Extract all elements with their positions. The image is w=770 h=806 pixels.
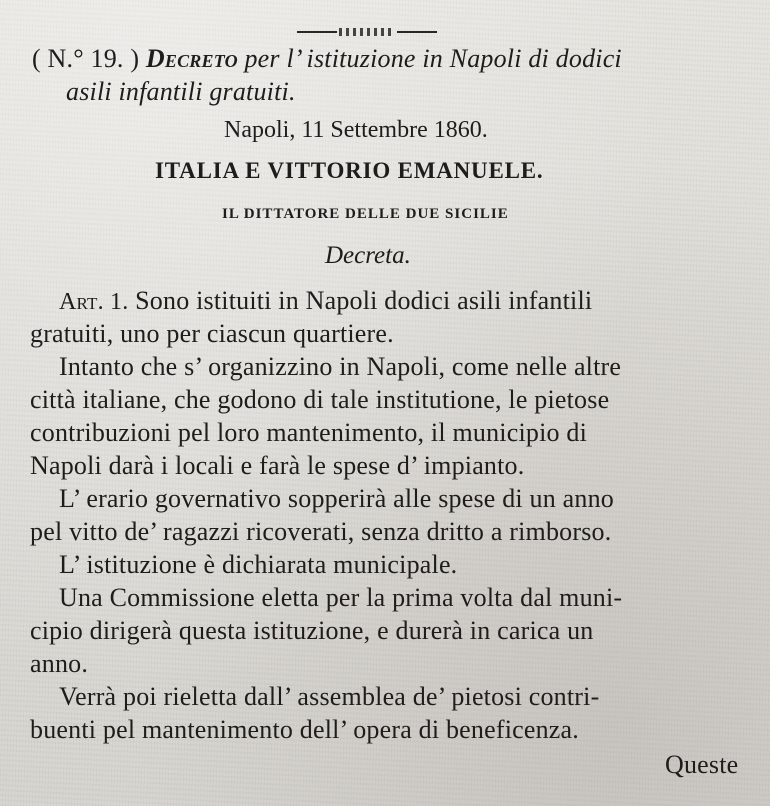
decree-number: ( N.° 19. ) — [32, 44, 140, 73]
body-line: città italiane, che godono di tale institutione, le pietose — [30, 385, 610, 414]
decree-title-line-1 — [32, 44, 622, 74]
body-line: pel vitto de’ ragazzi ricoverati, senza dritto a rimborso. — [30, 517, 612, 546]
heading-main: ITALIA E VITTORIO EMANUELE. — [155, 158, 544, 183]
decreta-heading: Decreta. — [325, 242, 411, 269]
article-label: Art. 1. — [59, 289, 129, 315]
decree-title-rest: per l’ istituzione in Napoli di dodici — [244, 44, 622, 73]
heading-sub: IL DITTATORE DELLE DUE SICILIE — [222, 206, 509, 222]
date-line: Napoli, 11 Settembre 1860. — [224, 117, 488, 143]
decree-title-line-2: asili infantili gratuiti. — [66, 77, 296, 106]
header-ornament-rule — [297, 27, 437, 37]
body-line: Intanto che s’ organizzino in Napoli, come nelle altre — [59, 352, 622, 381]
article-line-1-text: Sono istituiti in Napoli dodici asili infantili — [135, 286, 593, 315]
article-line-1 — [59, 286, 592, 316]
body-line: L’ istituzione è dichiarata municipale. — [59, 550, 458, 579]
catchword: Queste — [665, 750, 739, 779]
body-line: anno. — [30, 649, 89, 678]
body-line: L’ erario governativo sopperirà alle spese di un anno — [59, 484, 614, 513]
decree-word: Decreto — [145, 44, 238, 73]
body-line: cipio dirigerà questa istituzione, e durerà in carica un — [30, 616, 594, 645]
body-line: Napoli darà i locali e farà le spese d’ impianto. — [30, 451, 525, 480]
body-line: Una Commissione eletta per la prima volta dal muni- — [59, 583, 623, 612]
body-line: gratuiti, uno per ciascun quartiere. — [30, 319, 394, 348]
body-line: Verrà poi rieletta dall’ assemblea de’ pietosi contri- — [59, 682, 600, 711]
body-line: contribuzioni pel loro mantenimento, il municipio di — [30, 418, 588, 447]
body-line: buenti pel mantenimento dell’ opera di beneficenza. — [30, 715, 579, 744]
